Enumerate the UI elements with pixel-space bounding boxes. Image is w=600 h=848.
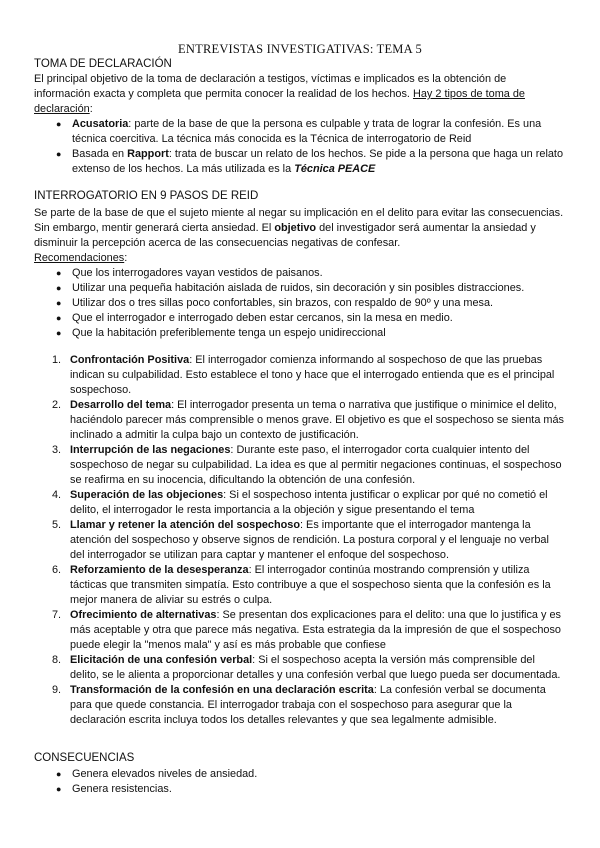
step-number: 7. [52,609,62,621]
page-title: ENTREVISTAS INVESTIGATIVAS: TEMA 5 [178,42,422,56]
list-item [34,147,564,177]
rec-text: Que los interrogadores vayan vestidos de paisanos. [72,267,323,279]
list-item [34,488,564,518]
step-number: 6. [52,564,62,576]
list-item [34,518,564,563]
list-item [34,117,564,147]
list-item [34,563,564,608]
toma-intro-link: Hay 2 tipos de toma de declaración [34,88,525,115]
bullet-icon: ● [56,283,62,293]
step-text: : El interrogador continúa mostrando comprensión y utiliza tácticas que transmiten simpatía. Esto contribuye a que el sospechoso sienta que la confesión es la mejor manera de aliviar su estrés o culpa. [70,564,551,606]
step-text: : La confesión verbal se documenta para que quede constancia. El interrogador trabaja con el sospechoso para asegurar que la declaración escrita incluya todos los detalles relevantes y que sea legalmente admisible. [70,684,546,726]
list-item [34,311,564,326]
step-title: Llamar y retener la atención del sospechoso [70,519,300,531]
recomendaciones-list [34,266,564,341]
reid-intro-b: del investigador será aumentar la ansiedad y disminuir la percepción acerca de las consecuencias negativas de confesar. [34,222,536,249]
step-number: 2. [52,399,62,411]
step-title: Transformación de la confesión en una declaración escrita [70,684,374,696]
step-number: 9. [52,684,62,696]
bullet-icon: ● [56,769,62,779]
list-item [34,296,564,311]
bullet-icon: ● [56,313,62,323]
consecuencia-text: Genera resistencias. [72,783,172,795]
consecuencias-list [34,767,564,797]
recomendaciones-label: Recomendaciones [34,252,125,264]
rec-text: Utilizar una pequeña habitación aislada de ruidos, sin decoración y sin posibles distracciones. [72,282,525,294]
step-title: Desarrollo del tema [70,399,172,411]
list-item [34,653,564,683]
step-number: 5. [52,519,62,531]
rec-text: Que el interrogador e interrogado deben estar cercanos, sin la mesa en medio. [72,312,453,324]
section-heading-consecuencias: CONSECUENCIAS [34,752,135,764]
bullet-icon: ● [56,784,62,794]
bullet-icon: ● [56,149,62,159]
section-heading-toma: TOMA DE DECLARACIÓN [34,58,172,70]
toma-list [34,117,564,177]
step-title: Superación de las objeciones [70,489,224,501]
step-text: : El interrogador comienza informando al sospechoso de que las pruebas indican su culpabilidad. Esto establece el tono y hace que el interrogado entienda que es el principal sospechoso. [70,354,555,396]
step-number: 1. [52,354,62,366]
toma-intro-colon: : [89,103,93,115]
step-title: Reforzamiento de la desesperanza [70,564,249,576]
step-text: : Si el sospechoso acepta la versión más comprensible del delito, se le alienta a proporcionar detalles y una confesión verbal que luego pueda ser documentada. [70,654,561,681]
list-item [34,398,564,443]
toma-item-bold: Acusatoria [72,118,129,130]
step-title: Confrontación Positiva [70,354,190,366]
list-item [34,353,564,398]
bullet-icon: ● [56,298,62,308]
toma-item-bold: Rapport [127,148,169,160]
recomendaciones-colon: : [124,252,128,264]
bullet-icon: ● [56,119,62,129]
toma-item-text: : parte de la base de que la persona es culpable y trata de lograr la confesión. Es una técnica coercitiva. La técnica más conocida es la Técnica de interrogatorio de Reid [72,118,542,145]
step-text: : Durante este paso, el interrogador corta cualquier intento del sospechoso de negar su culpabilidad. La idea es que al permitir negaciones continuas, el sospechoso se reafirma en su inocencia, dificultando la obtención de una confesión. [70,444,562,486]
toma-item-bolditalic: Técnica PEACE [294,163,376,175]
bullet-icon: ● [56,268,62,278]
step-number: 3. [52,444,62,456]
list-item [34,767,564,782]
step-text: : El interrogador presenta un tema o narrativa que justifique o minimice el delito, haciéndolo parecer más comprensible o menos grave. El objetivo es que el sospechoso se sienta más inclinado a admitir la culpa bajo un contexto de justificación. [70,399,564,441]
step-title: Elicitación de una confesión verbal [70,654,253,666]
section-heading-reid: INTERROGATORIO EN 9 PASOS DE REID [34,190,259,202]
step-text: : Si el sospechoso intenta justificar o explicar por qué no cometió el delito, el interrogador le resta importancia a la objeción y sigue presentando el tema [70,489,548,516]
bullet-icon: ● [56,328,62,338]
list-item [34,326,564,341]
rec-text: Que la habitación preferiblemente tenga un espejo unidireccional [72,327,386,339]
list-item [34,782,564,797]
rec-text: Utilizar dos o tres sillas poco confortables, sin brazos, con respaldo de 90º y una mesa. [72,297,494,309]
step-number: 8. [52,654,62,666]
consecuencia-text: Genera elevados niveles de ansiedad. [72,768,258,780]
list-item [34,608,564,653]
step-title: Ofrecimiento de alternativas [70,609,217,621]
reid-intro [34,206,564,266]
step-number: 4. [52,489,62,501]
toma-item-text: : trata de buscar un relato de los hechos. Se pide a la persona que haga un relato extenso de los hechos. La más utilizada es la [72,148,564,175]
list-item [34,683,564,728]
list-item [34,281,564,296]
reid-steps-list [34,353,564,728]
reid-intro-bold: objetivo [274,222,317,234]
toma-item-pre: Basada en [72,148,128,160]
list-item [34,266,564,281]
reid-intro-a: Se parte de la base de que el sujeto miente al negar su implicación en el delito para evitar las consecuencias. Sin embargo, mentir generará cierta ansiedad. El [34,207,564,234]
toma-intro [34,72,564,117]
step-text: : Es importante que el interrogador mantenga la atención del sospechoso y observe signos de rendición. La postura corporal y el lenguaje no verbal del interrogador se utilizan para captar y mantener el enfoque del sospechoso. [70,519,549,561]
step-text: : Se presentan dos explicaciones para el delito: una que lo justifica y es más aceptable y otra que parece más negativa. Esta estrategia da la impresión de que el sospechoso puede elegir la "menos mala" y así es más probable que confiese [70,609,561,651]
step-title: Interrupción de las negaciones [70,444,231,456]
toma-intro-text: El principal objetivo de la toma de declaración a testigos, víctimas e implicados es la obtención de información exacta y completa que permita conocer la realidad de los hechos. [34,73,507,100]
list-item [34,443,564,488]
